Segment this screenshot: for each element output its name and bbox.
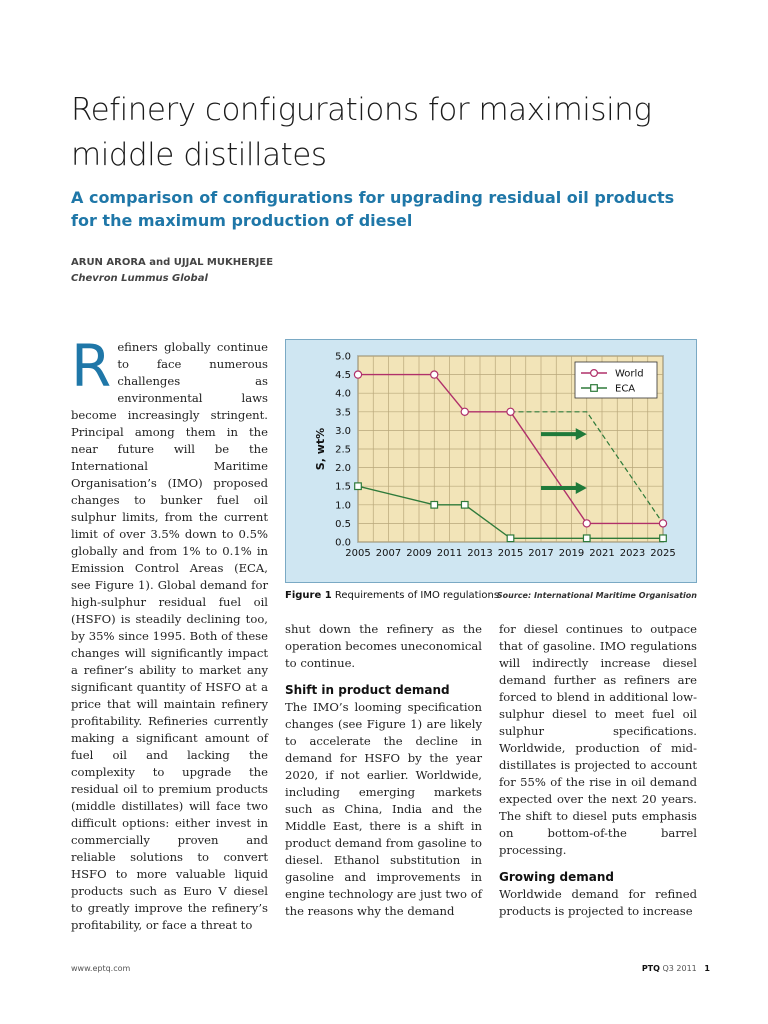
x-tick-label: 2011 [436, 548, 463, 559]
y-tick-label: 4.5 [335, 370, 351, 382]
page-number: 1 [704, 964, 710, 973]
data-point-world [507, 408, 514, 415]
legend-label-world: World [615, 368, 644, 380]
heading-growing-demand: Growing demand [499, 870, 614, 884]
y-tick-label: 5.0 [335, 351, 351, 363]
y-tick-label: 1.0 [335, 500, 351, 512]
y-tick-label: 4.0 [335, 388, 351, 400]
article-subtitle: A comparison of configurations for upgrading residual oil products for the maximum production of diesel [71, 188, 675, 230]
data-point-eca [431, 502, 438, 509]
affiliation: Chevron Lummus Global [71, 273, 208, 284]
y-tick-label: 2.0 [335, 463, 351, 475]
y-tick-label: 3.5 [335, 407, 351, 419]
caption-text: Requirements of IMO regulations [334, 590, 500, 601]
y-tick-label: 0.5 [335, 518, 351, 530]
legend-label-eca: ECA [615, 383, 636, 395]
column-3-para-1: for diesel continues to outpace that of gasoline. IMO regulations will indirectly increase diesel demand further as refiners are forced to blend in additional low-sulphur diesel to meet fuel oil sulphur specifications. Worldwide, production of mid-distillates is projected to account for 55% of the rise in oil demand expected over the next 20 years. The shift to diesel puts emphasis on bottom-of-the barrel processing. [499, 622, 697, 857]
body-column-2 [285, 621, 482, 920]
data-point-world [354, 371, 361, 378]
x-tick-label: 2025 [650, 548, 676, 559]
data-point-eca [583, 535, 590, 542]
y-tick-label: 0.0 [335, 537, 351, 549]
authors: ARUN ARORA and UJJAL MUKHERJEE [71, 257, 274, 268]
drop-cap: R [71, 332, 112, 400]
heading-shift-in-product-demand: Shift in product demand [285, 683, 450, 697]
x-tick-label: 2017 [528, 548, 554, 559]
article-title: Refinery configurations for maximising middle distillates [71, 92, 652, 173]
footer-issue [642, 964, 710, 973]
footer-url: www.eptq.com [71, 964, 131, 973]
column-3-para-2: Worldwide demand for refined products is projected to increase [499, 887, 697, 918]
data-point-world [583, 520, 590, 527]
body-column-3 [499, 621, 697, 920]
x-tick-label: 2009 [406, 548, 432, 559]
x-tick-label: 2007 [375, 548, 402, 559]
data-point-eca [507, 535, 514, 542]
x-tick-label: 2023 [619, 548, 646, 559]
y-axis-label: S, wt% [314, 427, 327, 471]
column-2-para-2: The IMO’s looming specification changes (see Figure 1) are likely to accelerate the decline in demand for HSFO by the year 2020, if not earlier. Worldwide, including emerging markets such as China, India and the Middle East, there is a shift in product demand from gasoline to diesel. Ethanol substitution in gasoline and improvements in engine technology are just two of the reasons why the demand [285, 700, 482, 918]
figure-1 [285, 339, 697, 583]
footer-brand: PTQ [641, 964, 660, 973]
x-tick-label: 2005 [345, 548, 371, 559]
legend-marker-eca [591, 385, 598, 392]
figure-caption [285, 590, 697, 601]
data-point-world [431, 371, 438, 378]
footer-issue-text: Q3 2011 [662, 964, 697, 973]
data-point-eca [660, 535, 667, 542]
data-point-world [461, 408, 468, 415]
caption-label: Figure 1 [285, 590, 332, 601]
column-1-text: efiners globally continue to face numerous challenges as environmental laws become increasingly stringent. Principal among them in the near future will be the International Maritime Organisation’s (IMO) proposed changes to bunker fuel oil sulphur limits, from the current limit of over 3.5% down to 0.5% globally and from 1% to 0.1% in Emission Control Areas (ECA, see Figure 1). Global demand for high-sulphur residual fuel oil (HSFO) is steadily declining too, by 35% since 1995. Both of these changes will significantly impact a refiner’s ability to market any significant quantity of HSFO at a price that will maintain refinery profitability. Refineries currently making a significant amount of fuel oil and lacking the complexity to upgrade the residual oil to premium products (middle distillates) will face two difficult options: either invest in commercially proven and reliable solutions to convert HSFO to more valuable liquid products such as Euro V diesel to greatly improve the refinery’s profitability, or face a threat to [71, 340, 268, 932]
x-tick-label: 2021 [589, 548, 615, 559]
y-tick-label: 3.0 [335, 425, 351, 437]
body-column-1 [71, 332, 268, 934]
x-tick-label: 2015 [497, 548, 524, 559]
column-2-para-1: shut down the refinery as the operation becomes uneconomical to continue. [285, 622, 482, 670]
x-tick-label: 2019 [558, 548, 585, 559]
legend-marker-world [591, 370, 598, 377]
y-tick-label: 1.5 [335, 481, 351, 493]
x-tick-label: 2013 [467, 548, 493, 559]
caption-source: Source: International Maritime Organisation [496, 591, 697, 600]
imo-chart [286, 340, 696, 582]
y-tick-label: 2.5 [335, 444, 351, 456]
data-point-eca [461, 502, 468, 509]
data-point-eca [355, 483, 362, 490]
data-point-world [659, 520, 666, 527]
